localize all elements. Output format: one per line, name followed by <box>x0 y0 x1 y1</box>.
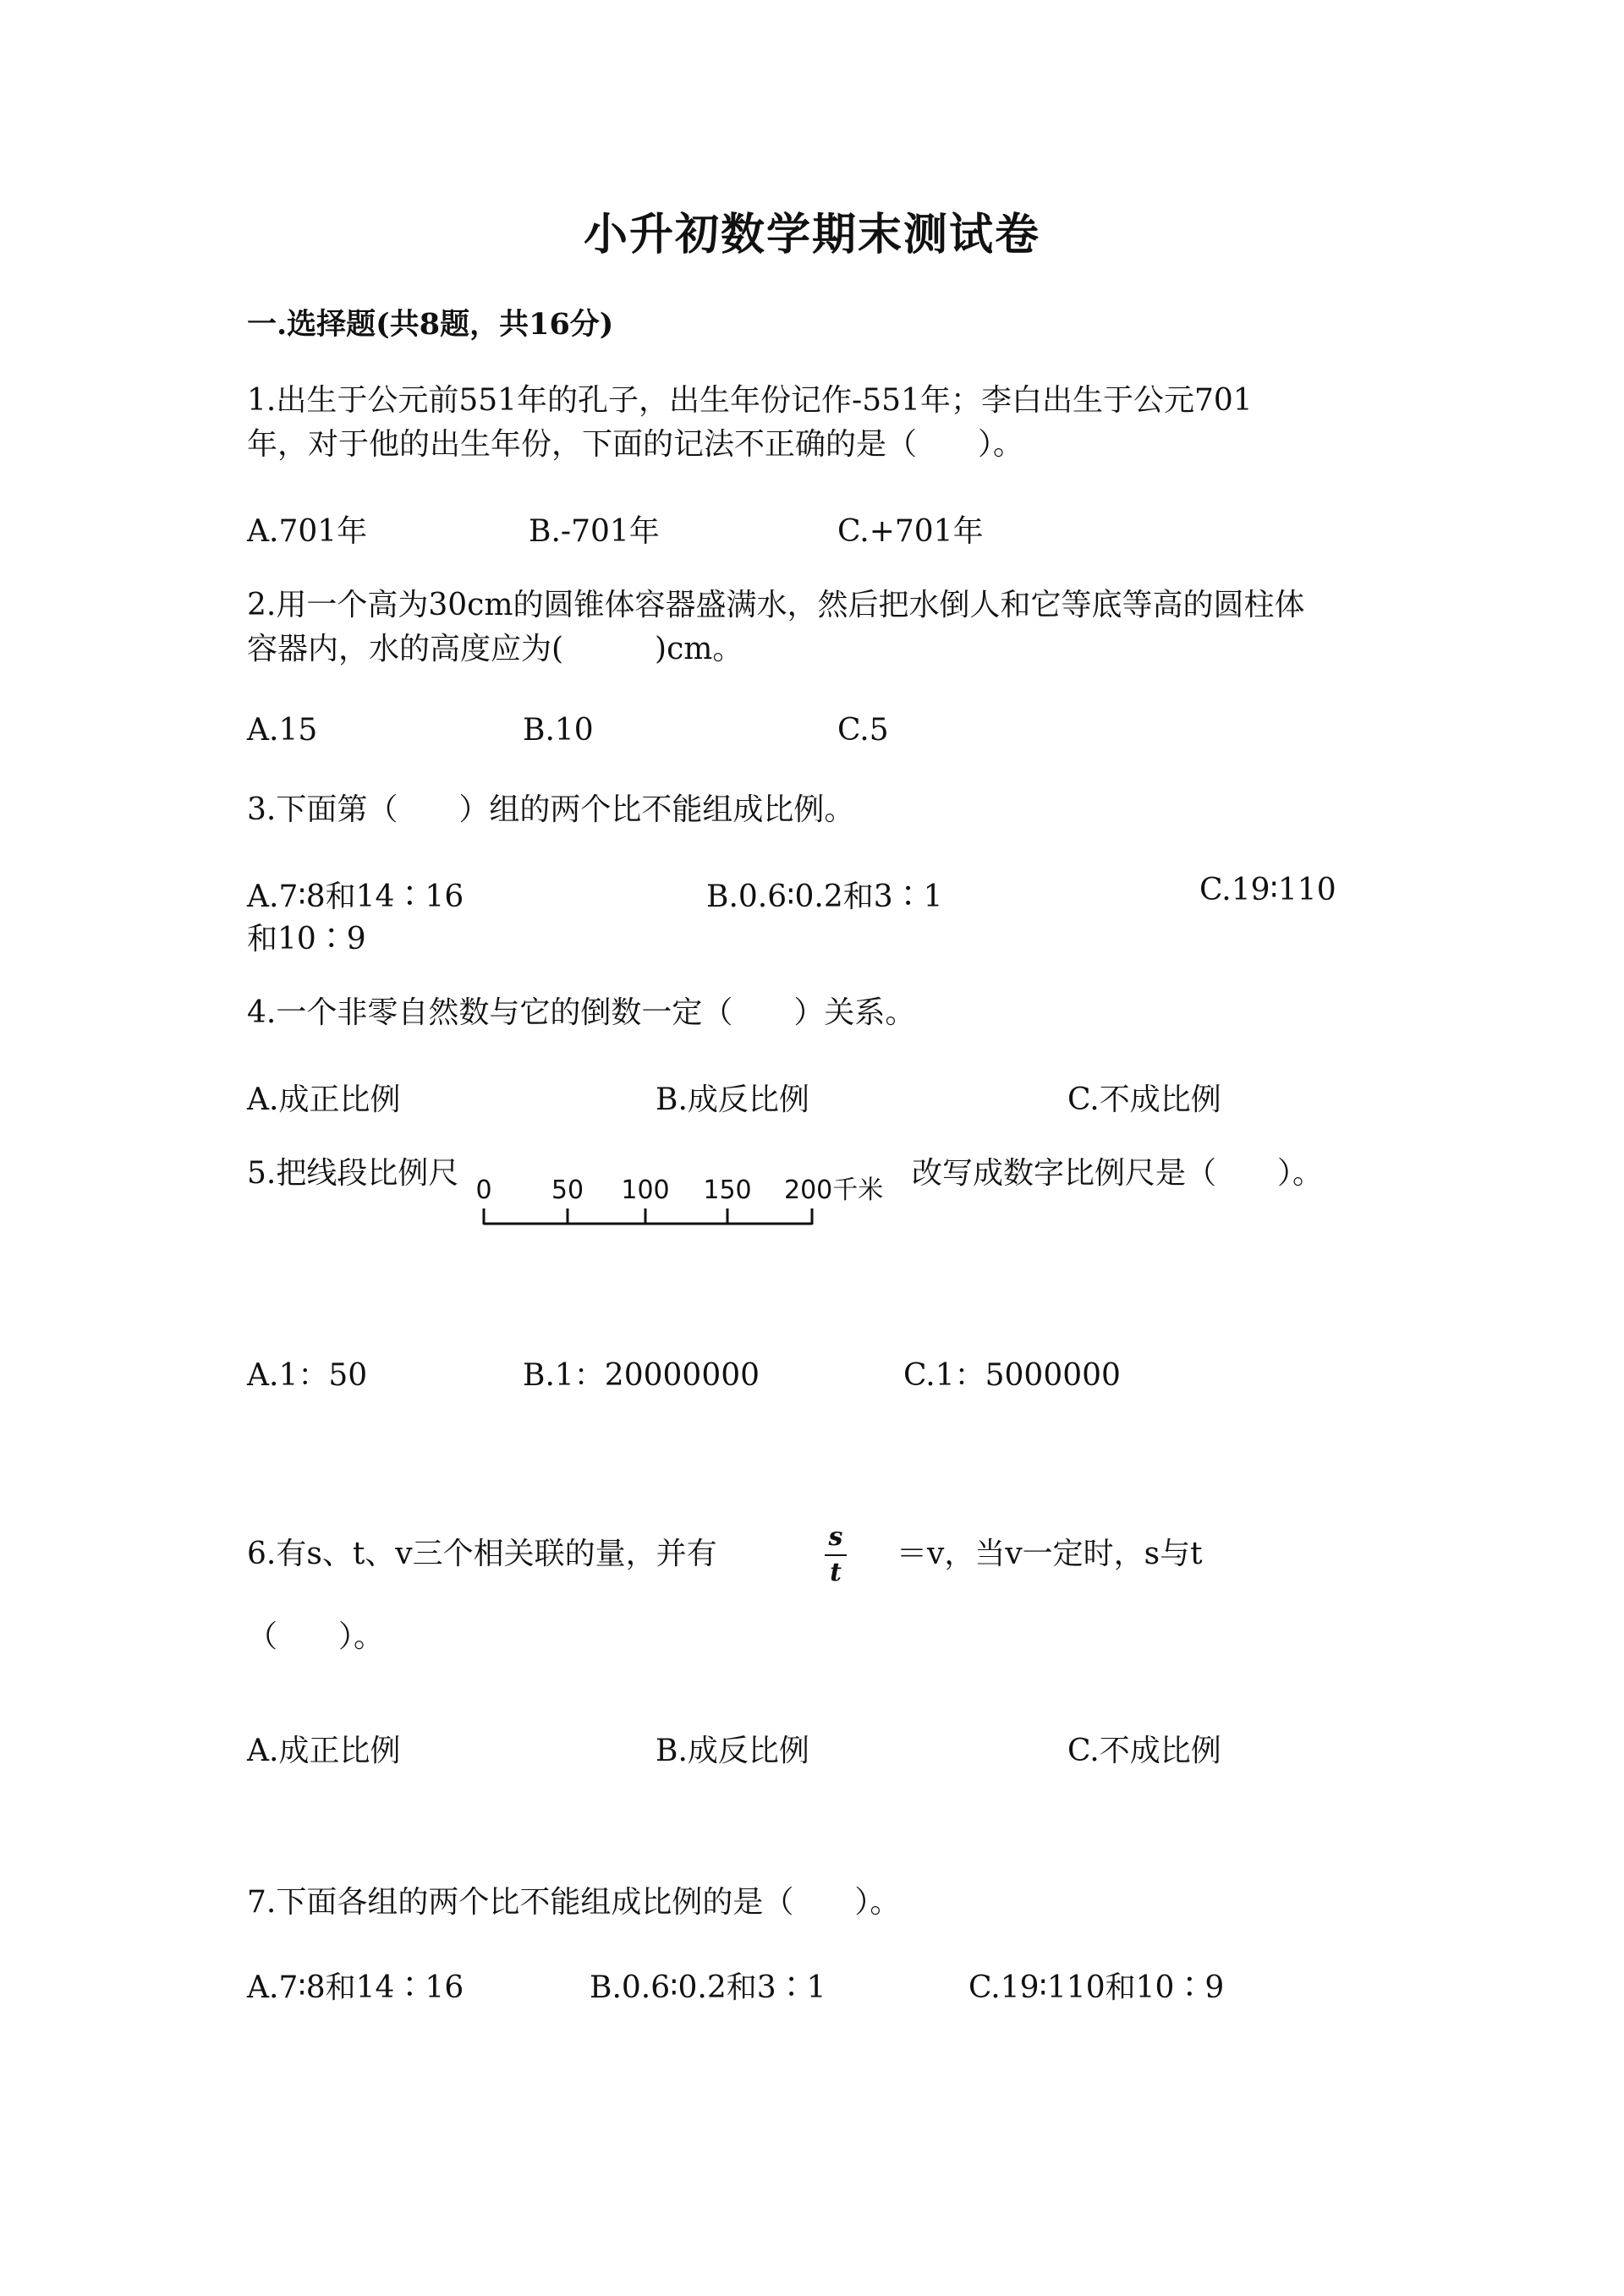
scale-label-0: 0 <box>475 1175 492 1205</box>
question-6-option-a: A.成正比例 <box>247 1734 401 1768</box>
question-4-line1: 4.一个非零自然数与它的倒数一定（ ）关系。 <box>247 995 916 1030</box>
scale-ruler <box>484 1208 812 1225</box>
question-5-option-a: A.1：50 <box>247 1358 368 1393</box>
question-4-option-b: B.成反比例 <box>656 1082 809 1117</box>
scale-label-200: 200千米 <box>784 1175 884 1205</box>
fraction-numerator: s <box>828 1522 843 1552</box>
question-3-option-c-wrap: 和10∶9 <box>247 922 366 956</box>
fraction-denominator: t <box>830 1558 842 1587</box>
question-1-line2: 年，对于他的出生年份，下面的记法不正确的是（ ）。 <box>247 427 1024 462</box>
question-5-option-c: C.1：5000000 <box>903 1358 1121 1393</box>
question-2-option-a: A.15 <box>247 713 318 748</box>
question-4-option-a: A.成正比例 <box>247 1082 401 1117</box>
question-1-option-a: A.701年 <box>247 514 368 549</box>
question-5-prefix: 5.把线段比例尺 <box>247 1156 459 1191</box>
question-2-line1: 2.用一个高为30cm的圆锥体容器盛满水，然后把水倒人和它等底等高的圆柱体 <box>247 588 1305 622</box>
question-5-option-b: B.1：20000000 <box>523 1358 760 1393</box>
question-4-option-c: C.不成比例 <box>1067 1082 1221 1117</box>
question-3-option-a: A.7∶8和14∶16 <box>247 879 464 914</box>
question-6-prefix: 6.有s、t、v三个相关联的量，并有 <box>247 1537 717 1571</box>
scale-label-150: 150 <box>703 1175 752 1205</box>
question-7-option-c: C.19∶110和10∶9 <box>968 1970 1225 2005</box>
question-6-line2: （ ）。 <box>247 1619 385 1654</box>
question-5-suffix: 改写成数字比例尺是（ ）。 <box>912 1156 1324 1191</box>
question-7-line1: 7.下面各组的两个比不能组成比例的是（ ）。 <box>247 1885 901 1920</box>
question-2-option-c: C.5 <box>837 713 889 748</box>
question-3-line1: 3.下面第（ ）组的两个比不能组成比例。 <box>247 792 855 827</box>
fraction-bar <box>825 1554 847 1556</box>
section-heading: 一.选择题(共8题，共16分) <box>247 307 614 342</box>
question-3-option-b: B.0.6∶0.2和3∶1 <box>706 879 943 914</box>
question-2-option-b: B.10 <box>523 713 594 748</box>
question-7-option-b: B.0.6∶0.2和3∶1 <box>590 1970 826 2005</box>
question-1-option-b: B.-701年 <box>529 514 660 549</box>
question-1-line1: 1.出生于公元前551年的孔子，出生年份记作-551年；李白出生于公元701 <box>247 383 1253 418</box>
question-6-option-c: C.不成比例 <box>1067 1734 1221 1768</box>
question-3-option-c: C.19∶110 <box>1199 873 1336 907</box>
question-7-option-a: A.7∶8和14∶16 <box>247 1970 464 2005</box>
line-segment-scale <box>475 1171 918 1230</box>
page-title: 小升初数学期末测试卷 <box>583 209 1040 260</box>
question-6-suffix: ＝v，当v一定时，s与t <box>897 1537 1203 1571</box>
question-6-option-b: B.成反比例 <box>656 1734 809 1768</box>
scale-label-100: 100 <box>621 1175 670 1205</box>
scale-label-50: 50 <box>551 1175 584 1205</box>
question-2-line2: 容器内，水的高度应为( )cm。 <box>247 632 743 666</box>
question-1-option-c: C.+701年 <box>837 514 984 549</box>
